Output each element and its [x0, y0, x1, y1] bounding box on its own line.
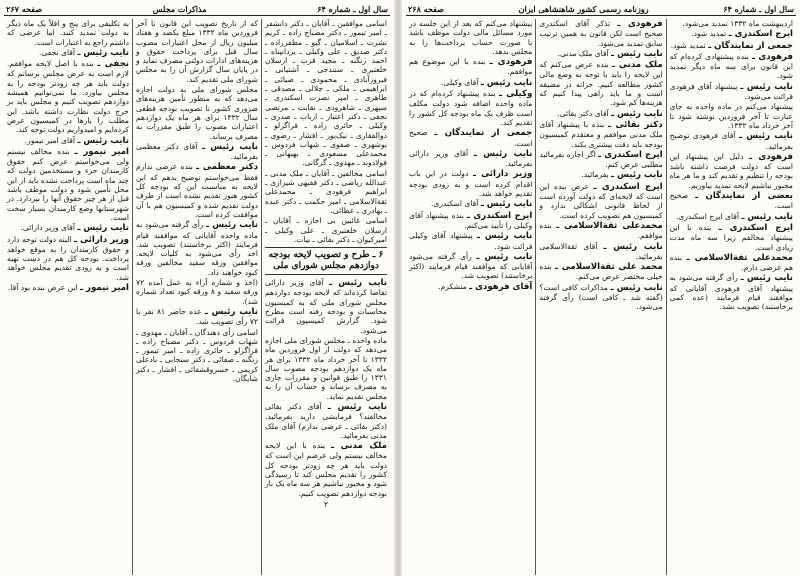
paragraph — [136, 307, 258, 327]
paragraph — [7, 59, 129, 134]
paragraph — [265, 278, 387, 335]
paragraph-text: (اخذ و شماره آراء به عمل آمده ۷۲ ورقه سفید و ۸ ورقه کبود تعداد شماره شد). — [136, 278, 258, 306]
paragraph — [670, 253, 793, 273]
speaker-name: ایرج اسکندری ـ — [466, 210, 533, 221]
speaker-name: نایب رئیس ـ — [480, 77, 533, 88]
paragraph-text: آقای امیر تیمور. — [24, 135, 76, 145]
paragraph — [409, 89, 532, 127]
paragraph-text: آقای فرهودی توضیح بفرمائید. — [669, 131, 793, 151]
speaker-name: ایرج اسکندری ـ — [728, 29, 793, 40]
paragraph — [539, 19, 662, 48]
speaker-name: نایب رئیس ـ — [611, 108, 663, 119]
paragraph-text: بنده با اصل لایحه موافقم. لازم است به عرض مجلس برسانم که دولت باید هر چه زودتر بودجه را به مجلس بیاورد. ما نمی‌توانیم همیشه دوازدهم تصویب کنیم و مجلس باید بر خرج دولت نظارت داشته باشد. این مطلب را بارها در کمیسیون عرض کرده‌ایم و امیدواریم دولت توجه کند. — [7, 59, 129, 135]
speaker-name: ایرج اسکندری ـ — [598, 149, 663, 160]
left-column-1 — [261, 19, 390, 575]
paragraph — [265, 216, 387, 244]
speaker-name: نایب رئیس ـ — [610, 282, 663, 293]
paragraph — [539, 49, 662, 59]
paragraph — [136, 328, 258, 384]
paragraph — [539, 120, 662, 149]
paragraph-text: البته دولت توجه دارد و حقوق کارمندان را به موقع خواهد پرداخت. بودجه کل هم در دست تهیه است و به زودی تقدیم مجلس خواهد شد. — [7, 234, 129, 282]
paragraph — [670, 152, 793, 190]
paragraph-text: رأی گرفته می‌شود آقایانی که موافقند قیام فرمایند (اکثر برخاستند) تصویب شد. — [409, 251, 533, 281]
paragraph-text: صحیح است. — [669, 191, 793, 211]
paragraph-text: آقای ملک مدنی. — [557, 48, 609, 58]
paragraph-text: عده حاضر ۸۱ نفر با ۷۲ رأی تصویب شد. — [136, 306, 258, 327]
speaker-name: نایب رئیس ـ — [77, 223, 129, 234]
speaker-name: نایب رئیس ـ — [476, 251, 533, 262]
speaker-name: دکتر معظمی ـ — [196, 162, 258, 173]
paragraph — [539, 182, 662, 220]
paragraph-text: اسامی موافقین ـ آقایان ـ دکتر دانشفر ـ امیر تیمور ـ دکتر مصباح زاده ـ کریم نشرت ـ اسلامیان ـ گیو ـ مظفرزاده ـ دکتر صدیق ـ علی وکیلی ـ یزدانپناه ـ احمد زنگنه ـ مجید قرب ـ ارسلان خلعتبری ـ سنندجی ـ آشتیانی ـ فیروزآبادی ـ محمودی ـ ضیائی ـ ابراهیمی ـ ملکی ـ جلالی ـ مصدقی ـ طاهری ـ امیر نصرت اسکندری ـ سپهری ـ شاهرودی ـ نقابت ـ مرتضی نجفی ـ دکتر اعتبار ـ ارباب ـ صدری ـ وکیلی ـ حائری زاده ـ قراگزلو ـ ذوالفقاری ـ نیک‌پور ـ افشار ـ رضوی ـ بوشهری ـ صفوی ـ شهاب فردوس ـ محمدعلی مسعودی ـ بهبهانی ـ فولادوند ـ مهدوی ـ گرگانی. — [265, 19, 387, 168]
paragraph — [539, 221, 662, 241]
paragraph — [539, 109, 662, 119]
speaker-name: جمعی از نمایندگان ـ — [434, 128, 533, 139]
paragraph-text: متشکرم. — [438, 281, 467, 291]
speaker-name: فرهودی ـ — [489, 57, 533, 68]
speaker-name: نایب رئیس ـ — [740, 81, 793, 92]
paragraph — [136, 142, 258, 162]
paragraph-text: بنده خیلی مختصر عرض می‌کنم. — [539, 262, 663, 282]
speaker-name: نایب رئیس ـ — [329, 278, 387, 289]
paragraph — [539, 170, 662, 180]
paragraph — [670, 131, 793, 151]
paragraph-text: آقای ثقة‌الاسلامی بفرمائید. — [539, 241, 663, 261]
speaker-name: وزیر دارائی ـ — [472, 169, 533, 180]
paragraph — [265, 19, 387, 168]
speaker-name: ایرج اسکندری ـ — [718, 222, 793, 233]
speaker-name: نایب رئیس ـ — [77, 135, 129, 146]
paragraph — [136, 278, 258, 306]
paragraph — [670, 29, 793, 39]
paragraph-text: این عرض بنده بود آقا. — [7, 283, 78, 293]
paragraph-text: بنده با این پیشنهاد مخالفم زیرا سه ماه مدت زیادی است. — [669, 222, 793, 252]
speaker-name: ایرج اسکندری ـ — [593, 181, 663, 192]
paragraph — [670, 223, 793, 252]
paragraph — [670, 52, 793, 81]
paragraph — [265, 441, 387, 498]
speaker-name: دکتر بقائی ـ — [608, 119, 663, 130]
paragraph-text: به تکلیفی برای پنج و اقلاً یک ماه دیگر به دولت تمدید کنند. اما عرضی که داشتم راجع به اعتبارات است. — [7, 19, 129, 47]
paragraph — [409, 252, 532, 281]
paragraph-text: بنده موافقم. — [539, 220, 663, 241]
paragraph-text: آقای دکتر بقائی. — [557, 108, 609, 118]
paragraph — [136, 162, 258, 219]
paragraph — [7, 19, 129, 47]
paragraph-text: اسامی مخالفین ـ آقایان ـ ملک مدنی ـ عبدالله ریاضی ـ دکتر فقیهی شیرازی ـ ابراهیم فرهودی ـ محمدعلی ثقة‌الاسلامی ـ امیر حکمت ـ دکتر عبده ـ بهادری ـ عطائی. — [265, 168, 387, 215]
speaker-name: نایب رئیس ـ — [741, 211, 793, 222]
paragraph-text: بفرمائید. — [581, 170, 609, 180]
paragraph — [265, 169, 387, 215]
speaker-name: ملک مدنی ـ — [331, 441, 387, 452]
speaker-name: آقای فرهودی ـ — [469, 281, 533, 292]
paragraph-text: پیشنهاد آقای وکیلی قرائت شود. — [409, 231, 533, 251]
paragraph — [670, 273, 793, 311]
paragraph-text: آقای اسکندری. — [431, 199, 479, 209]
paragraph-text: اسامی غائبین بی اجازه ـ آقایان ـ ارسلان خلعتبری ـ علی وکیلی ـ امیرکیوان ـ دکتر بقائی ـ بیات. — [265, 216, 387, 244]
speaker-name: محمد علی ثقة‌الاسلامی ـ — [554, 262, 663, 273]
paragraph — [265, 402, 387, 440]
speaker-name: نایب رئیس ـ — [477, 231, 533, 242]
right-page-issue: سال اول ـ شماره ۶۴ — [723, 4, 794, 14]
speaker-name: نایب رئیس ـ — [77, 47, 129, 58]
paragraph — [670, 191, 793, 211]
section-heading: ۶ ـ طرح و تصویب لایحه بودجه دوازدهم مجلس شورای ملی — [265, 247, 387, 275]
right-column-3 — [406, 19, 535, 575]
paragraph — [670, 41, 793, 51]
right-page-columns — [406, 19, 796, 575]
page-folio: ۲ — [323, 499, 329, 509]
speaker-name: وزیر دارائی ـ — [74, 234, 129, 245]
paragraph-text: که از تاریخ تصویب این قانون تا آخر فروردین ماه ۱۳۳۲ مبلغ یکصد و هفتاد میلیون ریال از محل اعتبارات مصوب سال قبل برای پرداخت حقوق و هزینه‌های ادارات دولتی مصرف نماید و در پایان سال گزارش آن را به مجلس شورای ملی تقدیم کند. — [136, 19, 259, 84]
paragraph-text: اسامی رأی دهندگان ـ آقایان ـ مهدوی ـ شهاب فردوس ـ دکتر مصباح زاده ـ قراگزلو ـ حائری زاده ـ امیر تیمور ـ زنگنه ـ صفائی ـ دکتر سنجابی ـ نادعلی کریمی ـ خسروقشقائی ـ افشار ـ دکتر شایگان. — [136, 327, 258, 383]
paragraph-text: تمدید شود. — [670, 40, 706, 50]
right-column-2 — [535, 19, 665, 575]
paragraph — [409, 149, 532, 169]
paragraph-text: رأی گرفته می‌شود به ماده واحده آقایانی که موافقند قیام فرمایند (اکثر برخاستند) تصویب شد. اخذ رأی می‌شود به کلیات لایحه. موافقین ورقه سفید مخالفین ورقه کبود خواهند داد. — [136, 220, 258, 277]
paragraph-text: آقای نجفی. — [39, 47, 76, 57]
paragraph — [7, 223, 129, 233]
paragraph — [539, 60, 662, 107]
speaker-name: نایب رئیس ـ — [739, 131, 794, 142]
paragraph — [136, 85, 258, 141]
paragraph-text: بنده عرض می‌کنم که این لایحه را باید با توجه به وضع مالی کشور مطالعه کنیم. خزانه در مضیقه است و ما باید راهی پیدا کنیم که هزینه‌ها کم شود. — [539, 60, 663, 108]
speaker-name: نایب رئیس ـ — [202, 141, 259, 152]
paragraph — [7, 136, 129, 146]
paragraph-text: بنده با پیشنهاد آقای ملک مدنی موافقم و معتقدم کمیسیون بودجه باید دقت بیشتری بکند. — [539, 119, 663, 149]
paragraph — [670, 19, 793, 28]
paragraph-text: اگر اجازه بفرمائید مطلبی عرض کنم. — [539, 149, 663, 170]
paragraph — [409, 231, 532, 251]
paragraph — [136, 220, 258, 277]
paragraph-text: بنده پیشنهاد کرده‌ام که در ماده واحده اضافه شود دولت مکلف است ظرف یک ماه بودجه کل کشور را تقدیم کند. — [409, 89, 533, 127]
speaker-name: نجفی ـ — [97, 59, 130, 70]
speaker-name: امیر تیمور ـ — [74, 146, 129, 157]
right-page — [402, 0, 800, 576]
paragraph — [409, 19, 532, 56]
paragraph-text: بنده پیشنهادی کرده‌ام که این قانون برای سه ماه دیگر تمدید شود. — [669, 51, 793, 81]
paragraph — [539, 283, 662, 312]
right-page-title: روزنامه رسمی کشور شاهنشاهی ایران — [518, 4, 649, 14]
paragraph — [409, 128, 532, 148]
paragraph — [539, 262, 662, 282]
speaker-name: محمدعلی ثقة‌الاسلامی ـ — [556, 220, 663, 231]
speaker-name: جمعی از نمایندگان ـ — [708, 40, 793, 51]
speaker-name: امیر تیمور ـ — [80, 283, 129, 294]
paragraph — [409, 211, 532, 231]
left-page — [0, 0, 394, 576]
paragraph — [7, 147, 129, 222]
paragraph-text: پیشنهاد می‌کنم در ماده واحده به جای عبارت تا آخر فروردین نوشته شود تا آخر خرداد ماه ۱۳۳۲. — [669, 102, 793, 130]
paragraph-text: پیشنهاد می‌کنم که بعد از این جلسه در مورد مسائل مالی دولت موظف باشد تا صورت حساب پرداخت‌ها را به مجلس بدهد. — [409, 19, 533, 56]
paragraph — [7, 283, 129, 293]
paragraph — [409, 199, 532, 209]
paragraph-text: آقای دکتر معظمی بفرمائید. — [136, 141, 258, 162]
left-page-header — [4, 3, 390, 16]
right-column-1 — [666, 19, 796, 575]
paragraph-text: بنده مخالف نیستم ولی می‌خواستم عرض کنم حقوق کارمندان جزء و مستخدمین دولت که چند ماه است پرداخت نشده باید از این محل تأمین شود و دولت موظف باشد قبل از هر چیز حقوق آنها را بپردازد. در شهرستانها وضع کارمندان بسیار سخت است. — [7, 146, 129, 222]
paragraph-text: آقای ایرج اسکندری. — [675, 211, 740, 221]
paragraph-text: رأی گرفته می‌شود به پیشنهاد آقای فرهودی آقایانی که موافقند قیام فرمایند (عده کمی برخاستند) تصویب نشد. — [669, 273, 793, 312]
left-column-2 — [132, 19, 261, 575]
paragraph-text: بنده با این لایحه مخالف نیستم ولی عرضم این است که دولت باید هر چه زودتر بودجه کل کشور را تقدیم مجلس کند تا رسیدگی شود و مجبور نباشیم هر سه ماه یک بار بودجه دوازدهم تصویب کنیم. — [265, 441, 387, 498]
paragraph — [7, 48, 129, 58]
speaker-name: فرهودی ـ — [617, 19, 663, 29]
speaker-name: بعضی از نمایندگان ـ — [695, 191, 793, 202]
paragraph — [409, 57, 532, 77]
paragraph-text: بنده هم عرضی دارم. — [669, 252, 793, 273]
speaker-name: نایب رئیس ـ — [611, 170, 663, 181]
paragraph — [409, 169, 532, 198]
paragraph-text: بنده عرضی ندارم فقط می‌خواستم توضیح بدهم که این لایحه به مناسبت این که بودجه کل کشور هنوز تقدیم نشده است از طرف دولت تقدیم شده و کمیسیون هم با آن موافقت کرده است. — [136, 162, 258, 219]
left-page-number: صفحه ۲۶۷ — [6, 4, 42, 14]
paragraph-text: آقای وکیلی. — [441, 77, 479, 87]
speaker-name: نایب رئیس ـ — [206, 220, 258, 231]
paragraph-text: پیشنهاد آقای فرهودی قرائت می‌شود. — [669, 81, 793, 102]
speaker-name: نایب رئیس ـ — [473, 148, 533, 159]
speaker-name: ملک مدنی ـ — [612, 60, 663, 71]
right-page-header — [406, 3, 796, 16]
paragraph-text: آقای وزیر دارائی بفرمائید. — [409, 148, 533, 169]
left-page-title: مذاکرات مجلس — [152, 4, 207, 14]
paragraph — [7, 235, 129, 282]
paragraph-text: ماده واحده ـ مجلس شورای ملی اجازه می‌دهد که دولت از اول فروردین ماه ۱۳۳۲ تا آخر خرداد ماه ۱۳۳۲ برای هر ماه یک دوازدهم بودجه مصوب سال ۱۳۳۱ را طبق قوانین و مقررات جاری به مصرف برساند و حساب آن را به مجلس تقدیم نماید. — [265, 335, 387, 401]
page-gutter — [394, 0, 402, 576]
paragraph — [670, 212, 793, 222]
speaker-name: وکیلی ـ — [499, 89, 533, 100]
speaker-name: فرهودی ـ — [749, 151, 794, 162]
paragraph-text: اردیبهشت ماه ۱۳۳۲ تمدید می‌شود. — [682, 19, 793, 28]
paragraph — [136, 19, 258, 84]
speaker-name: محمدعلی ثقة‌الاسلامی ـ — [686, 252, 793, 263]
speaker-name: نایب رئیس ـ — [740, 273, 794, 284]
paragraph-text: دلیل این پیشنهاد این است که دولت فرصت داشته باشد بودجه را تنظیم و تقدیم کند و ما هر ماه مجبور نباشیم لایحه تمدید بیاوریم. — [669, 151, 793, 190]
paragraph-text: صحیح است. — [409, 128, 533, 148]
paragraph — [670, 82, 793, 102]
paragraph — [409, 282, 532, 292]
paragraph — [670, 102, 793, 130]
speaker-name: نایب رئیس ـ — [611, 48, 663, 59]
speaker-name: فرهودی ـ — [751, 51, 793, 62]
left-page-columns — [4, 19, 390, 575]
paragraph-text: عرض بنده این است که لایحه‌ای که دولت آورده است از لحاظ قانونی اشکالی ندارد و کمیسیون هم تصویب کرده است. — [539, 181, 663, 220]
left-page-issue: سال اول ـ شماره ۶۴ — [317, 4, 388, 14]
paragraph-text: آقای وزیر دارائی تقاضا کرده‌اند که لایحه بودجه دوازدهم مجلس شورای ملی که به کمیسیون محاسبات و بودجه رفته است مطرح شود. گزارش کمیسیون قرائت می‌شود. — [265, 278, 387, 335]
paragraph — [409, 78, 532, 88]
paragraph-text: دولت در این باب اقدام کرده است و به زودی بودجه تقدیم خواهد شد. — [409, 169, 533, 199]
speaker-name: نایب رئیس ـ — [480, 199, 533, 210]
paragraph-text: مجلس شورای ملی به دولت اجازه می‌دهد که به منظور تأمین هزینه‌های ضروری کشور تا تصویب بودجه قطعی سال ۱۳۳۲ برای هر ماه یک دوازدهم اعتبارات مصوب را طبق مقررات به مصرف برساند. — [136, 85, 259, 141]
speaker-name: نایب رئیس ـ — [603, 241, 663, 252]
paragraph-text: آقای دکتر بقائی مخالفند؟ فرمایشی دارید بفرمائید. (دکتر بقائی ـ عرضی ندارم) آقای ملک مدنی بفرمائید. — [265, 401, 387, 440]
paragraph-text: بنده پیشنهاد آقای وکیلی را تأیید می‌کنم. — [409, 210, 533, 230]
paragraph-text: آقای وزیر دارائی. — [20, 223, 76, 233]
paragraph-text: بنده با این موضوع هم موافقم. — [409, 57, 533, 77]
paragraph — [265, 336, 387, 401]
paragraph-text: تذکر آقای اسکندری صحیح است لکن قانون به همین ترتیب سابق تمدید می‌شود. — [539, 19, 663, 48]
paragraph-text: تمدید شود. — [691, 29, 727, 39]
paragraph-text: مذاکرات کافی است؟ (گفته شد ـ کافی است) رأی گرفته می‌شود. — [539, 282, 663, 312]
left-column-3 — [4, 19, 132, 575]
speaker-name: نایب رئیس ـ — [204, 306, 258, 317]
right-page-number: صفحه ۲۶۸ — [408, 4, 444, 14]
speaker-name: نایب رئیس ـ — [327, 401, 388, 412]
paragraph — [539, 242, 662, 262]
paragraph — [539, 150, 662, 170]
